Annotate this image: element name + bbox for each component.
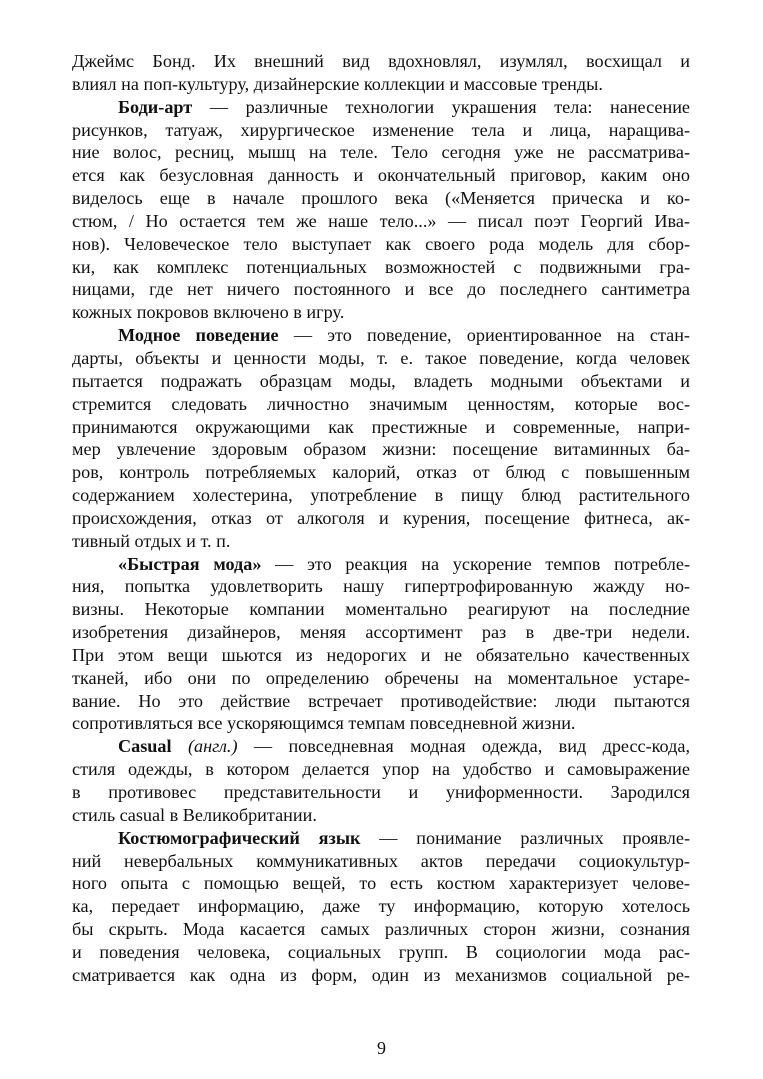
text-line: ния, попытка удовлетворить нашу гипертрофированную жажду но- bbox=[72, 576, 690, 597]
text-line: ницами, где нет ничего постоянного и все до последнего сантиметра bbox=[72, 279, 690, 300]
page-number: 9 bbox=[377, 1038, 386, 1058]
text-line: содержанием холестерина, употребление в пищу блюд растительного bbox=[72, 485, 690, 506]
text-line: тканей, ибо они по определению обречены на моментальное устаре- bbox=[72, 667, 690, 688]
text-line: сопротивляться все ускоряющимся темпам повседневной жизни. bbox=[72, 713, 576, 734]
text-line: «Быстрая мода» — это реакция на ускорение темпов потребле- bbox=[118, 553, 690, 574]
text-line: ки, как комплекс потенциальных возможностей с подвижными гра- bbox=[72, 256, 690, 277]
text-line: Джеймс Бонд. Их внешний вид вдохновлял, изумлял, восхищал и bbox=[72, 51, 690, 71]
text-line: нов). Человеческое тело выступает как своего рода модель для сбор- bbox=[72, 233, 690, 254]
text-line: Casual (англ.) — повседневная модная одежда, вид дресс-кода, bbox=[118, 736, 690, 757]
term-note: (англ.) bbox=[187, 736, 238, 757]
text-line: сматривается как одна из форм, один из механизмов социальной ре- bbox=[72, 964, 690, 985]
text-line: Боди-арт — различные технологии украшения тела: нанесение bbox=[118, 96, 690, 117]
text-line: стремится следовать личностно значимым ценностям, которые вос- bbox=[72, 393, 690, 414]
text-line: визны. Некоторые компании моментально реагируют на последние bbox=[72, 599, 690, 620]
text-line: изобретения дизайнеров, меняя ассортимент раз в две-три недели. bbox=[72, 622, 690, 643]
text-line: стиля одежды, в котором делается упор на удобство и самовыражение bbox=[72, 759, 690, 780]
text-line: ется как безусловная данность и окончательный приговор, каким оно bbox=[72, 165, 690, 186]
text-line: стюм, / Но остается тем же наше тело...» — писал поэт Георгий Ива- bbox=[72, 210, 690, 231]
text-line: Модное поведение — это поведение, ориентированное на стан- bbox=[118, 325, 690, 346]
term-fashion-behavior: Модное поведение bbox=[118, 325, 279, 346]
text-line: и поведения человека, социальных групп. В социологии мода рас- bbox=[72, 941, 690, 962]
text-line: вание. Но это действие встречает противодействие: люди пытаются bbox=[72, 690, 690, 711]
paragraph bbox=[72, 50, 690, 96]
text-line: Костюмографический язык — понимание различных проявле- bbox=[118, 827, 690, 848]
paragraph-casual bbox=[72, 735, 690, 826]
text-line: влиял на поп-культуру, дизайнерские коллекции и массовые тренды. bbox=[72, 73, 603, 94]
text-line: кожных покровов включено в игру. bbox=[72, 302, 345, 323]
term-fast-fashion: «Быстрая мода» bbox=[118, 553, 262, 574]
text-line: рисунков, татуаж, хирургическое изменение тела и лица, наращива- bbox=[72, 119, 690, 140]
text-line: мер увлечение здоровым образом жизни: посещение витаминных ба- bbox=[72, 439, 690, 460]
text-line: тивный отдых и т. п. bbox=[72, 530, 231, 551]
text-line: в противовес представительности и униформенности. Зародился bbox=[72, 782, 690, 802]
text-line: стиль casual в Великобритании. bbox=[72, 804, 317, 825]
text-line: ний невербальных коммуникативных актов передачи социокультур- bbox=[72, 850, 690, 871]
paragraph-fashion-behavior bbox=[72, 324, 690, 552]
term-body-art: Боди-арт bbox=[118, 96, 193, 117]
term-costume-language: Костюмографический язык bbox=[118, 827, 361, 848]
paragraph-costume-language bbox=[72, 827, 690, 987]
page-body bbox=[72, 50, 690, 987]
text-line: ров, контроль потребляемых калорий, отказ от блюд с повышенным bbox=[72, 462, 690, 483]
text-line: бы скрыть. Мода касается самых различных сторон жизни, сознания bbox=[72, 919, 690, 940]
text-line: При этом вещи шьются из недорогих и не обязательно качественных bbox=[72, 644, 690, 665]
paragraph-body-art bbox=[72, 96, 690, 324]
text-line: ние волос, ресниц, мышц на теле. Тело сегодня уже не рассматрива- bbox=[72, 142, 690, 163]
text-line: пытается подражать образцам моды, владеть модными объектами и bbox=[72, 370, 690, 391]
text-line: происхождения, отказ от алкоголя и курения, посещение фитнеса, ак- bbox=[72, 507, 690, 528]
text-line: ного опыта с помощью вещей, то есть костюм характеризует челове- bbox=[72, 873, 690, 894]
text-line: виделось еще в начале прошлого века («Меняется прическа и ко- bbox=[72, 188, 690, 209]
term-casual: Casual bbox=[118, 736, 172, 757]
text-line: принимаются окружающими как престижные и современные, напри- bbox=[72, 416, 690, 437]
text-line: ка, передает информацию, даже ту информацию, которую хотелось bbox=[72, 896, 690, 917]
text-line: дарты, объекты и ценности моды, т. е. такое поведение, когда человек bbox=[72, 347, 690, 368]
paragraph-fast-fashion bbox=[72, 553, 690, 736]
